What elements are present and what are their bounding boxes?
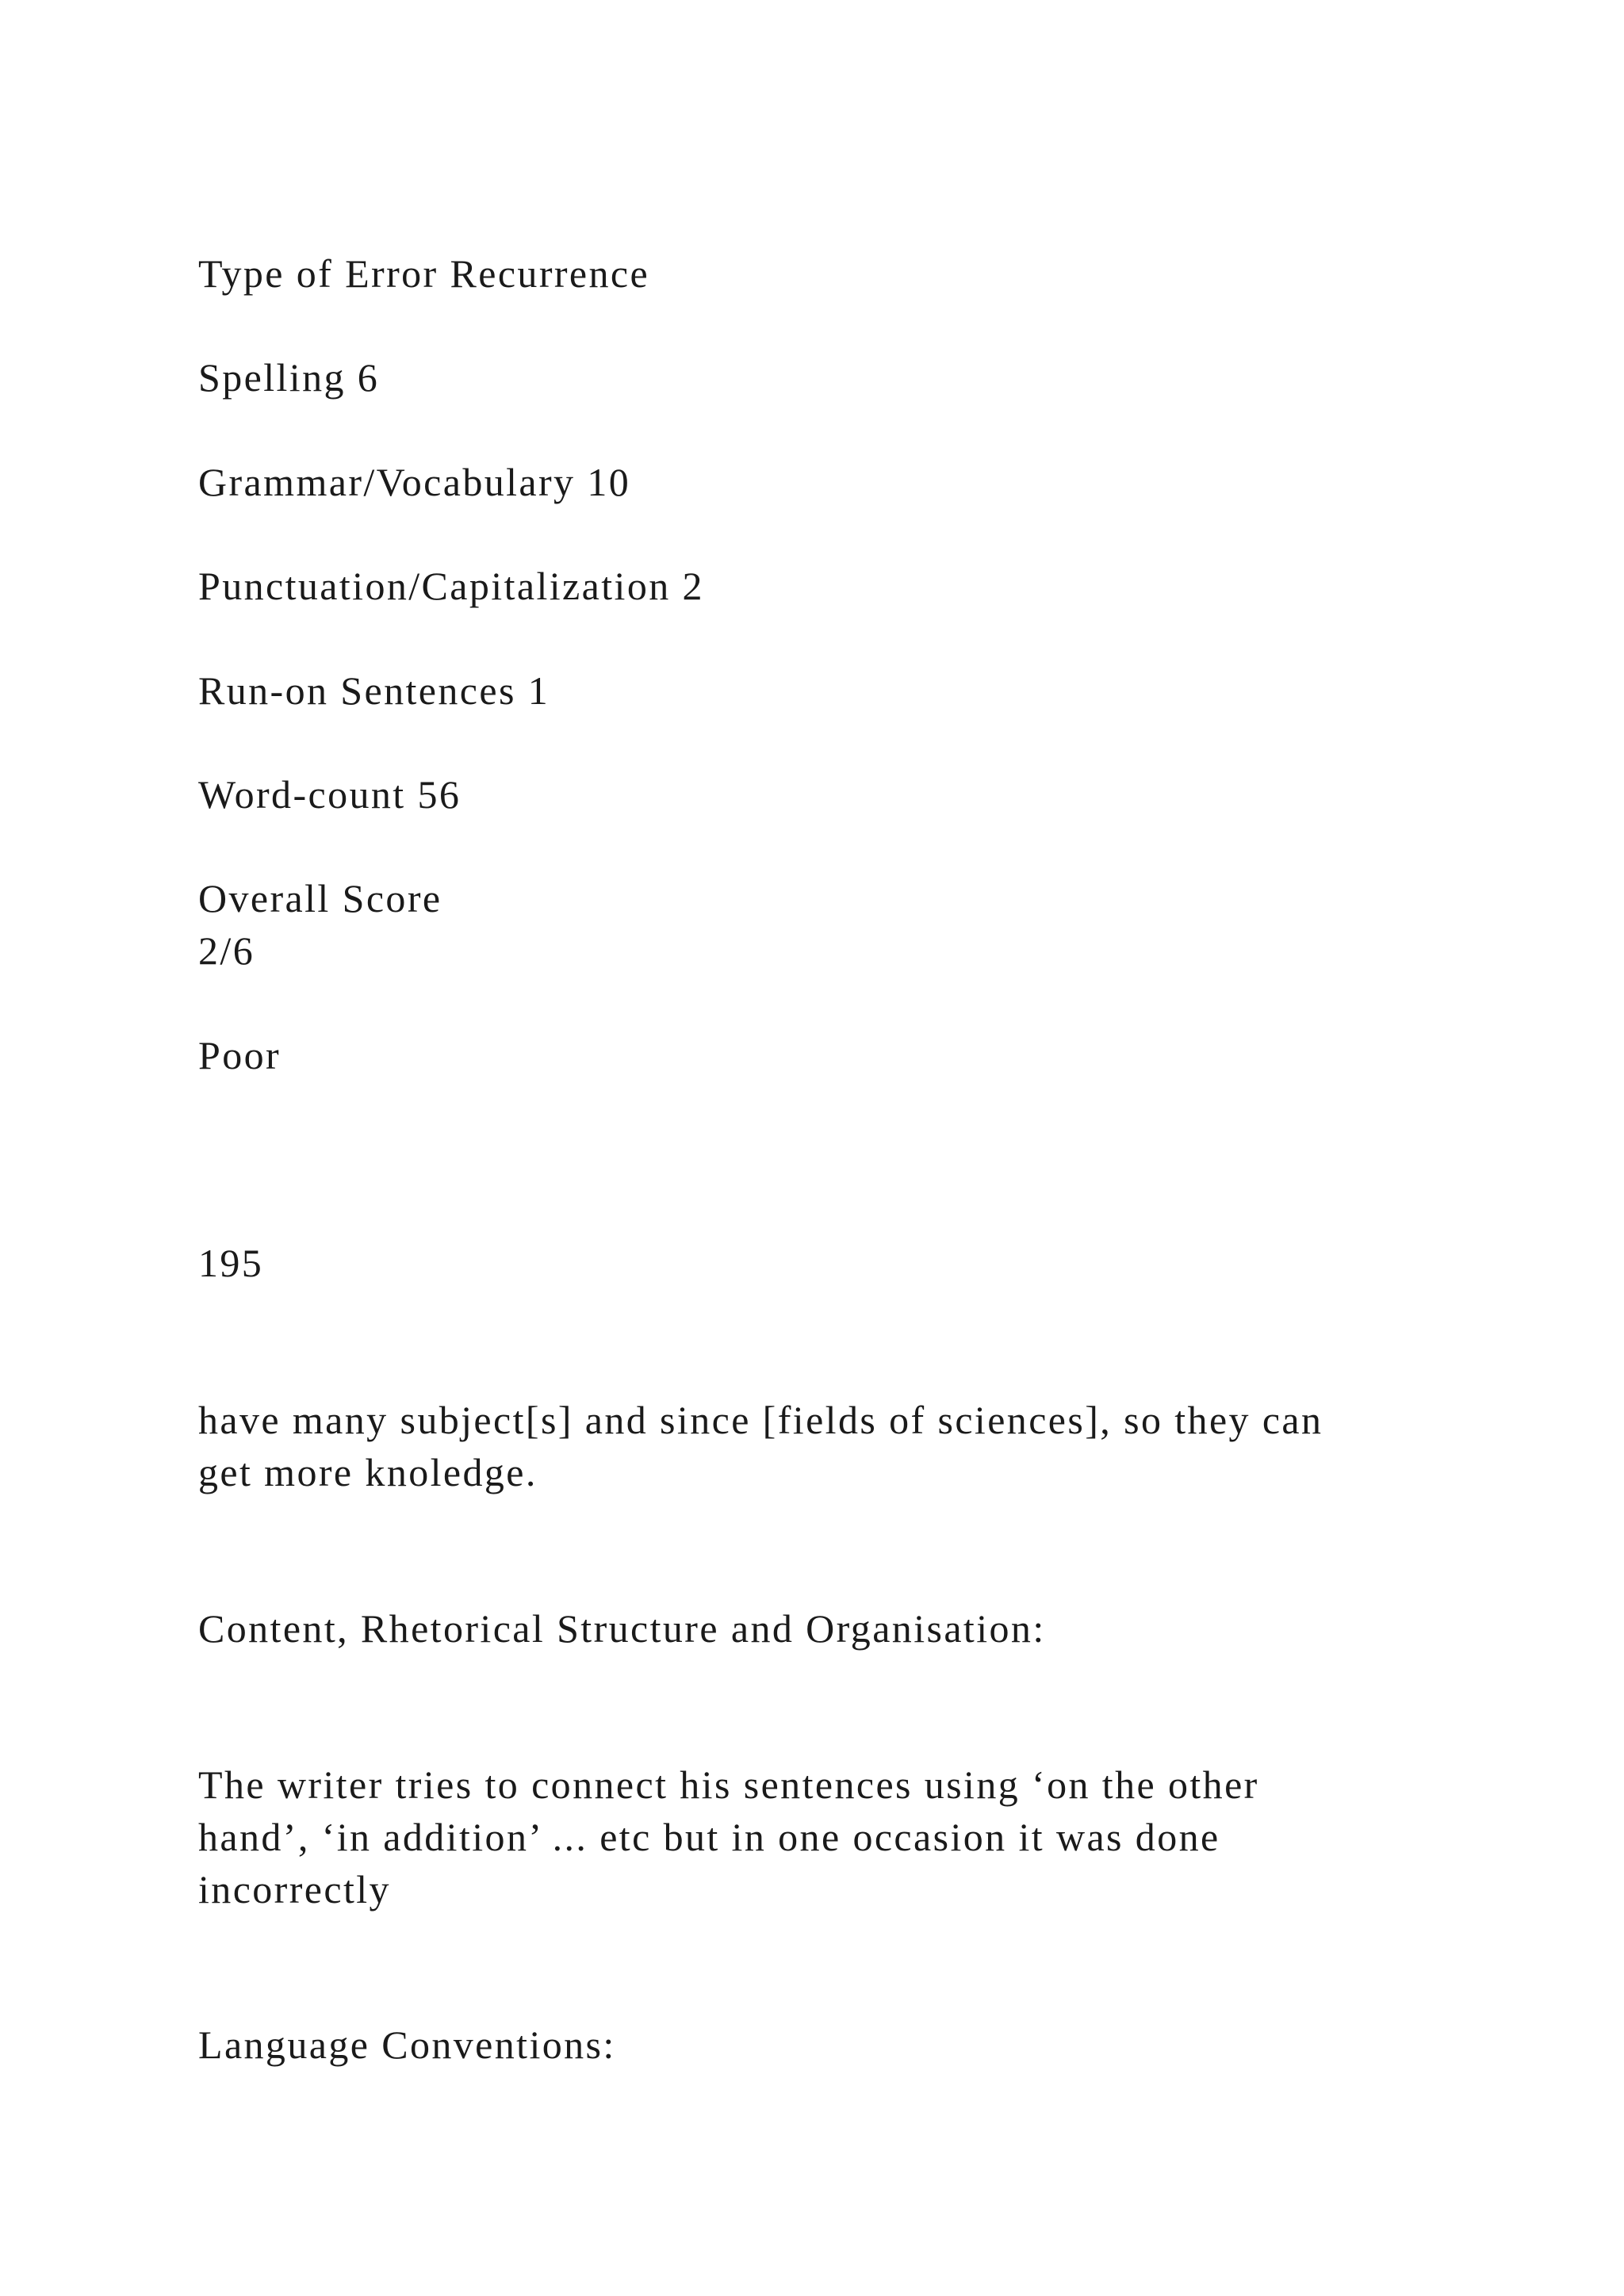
content-section-comment	[198, 1758, 1467, 1915]
error-row-punctuation: Punctuation/Capitalization 2	[198, 564, 704, 608]
error-row-grammar: Grammar/Vocabulary 10	[198, 460, 631, 504]
essay-excerpt-line-2: get more knoledge.	[198, 1450, 538, 1494]
language-section-heading: Language Conventions:	[198, 2022, 616, 2067]
overall-score-value: 2/6	[198, 928, 255, 973]
error-row-run-on: Run-on Sentences 1	[198, 668, 550, 713]
page-number: 195	[198, 1241, 264, 1285]
content-section-heading: Content, Rhetorical Structure and Organisation:	[198, 1606, 1046, 1651]
overall-rating: Poor	[198, 1033, 282, 1077]
essay-excerpt-line-1: have many subject[s] and since [fields of sciences], so they can	[198, 1398, 1323, 1442]
error-table-header: Type of Error Recurrence	[198, 251, 650, 296]
error-row-spelling: Spelling 6	[198, 355, 380, 400]
content-comment-line-2: hand’, ‘in addition’ ... etc but in one occasion it was done	[198, 1815, 1220, 1859]
content-comment-line-3: incorrectly	[198, 1867, 391, 1911]
error-row-word-count: Word-count 56	[198, 772, 462, 817]
overall-score-label: Overall Score	[198, 876, 442, 920]
content-comment-line-1: The writer tries to connect his sentences using ‘on the other	[198, 1762, 1259, 1807]
essay-excerpt	[198, 1394, 1467, 1498]
